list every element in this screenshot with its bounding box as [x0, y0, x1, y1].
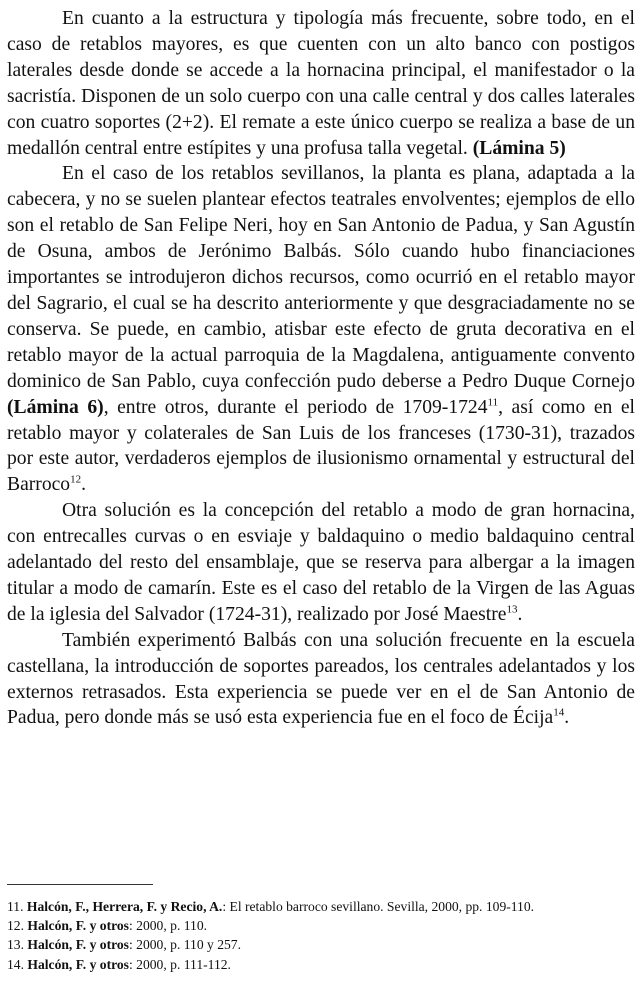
footnote-separator: [7, 884, 153, 885]
footnote-citation: : 2000, p. 110.: [128, 918, 208, 934]
text-run: , así como en el retablo mayor y colaterales de San Luis de los franceses (1730-31), trazados por este autor, verdaderos ejemplos de ilusionismo ornamental y estructural del Barroco: [7, 396, 635, 496]
footnote-number: 12.: [7, 918, 28, 934]
footnote-ref: 12: [70, 473, 82, 486]
footnote: [7, 916, 635, 935]
footnote: [7, 935, 635, 954]
footnotes: [7, 897, 635, 974]
footnote-number: 14.: [7, 956, 28, 972]
footnote-citation: : El retablo barroco sevillano. Sevilla, 2000, pp. 109-110.: [222, 899, 535, 914]
footnote-citation: : 2000, p. 111-112.: [128, 956, 231, 972]
body-text: [7, 6, 635, 731]
footnote-citation: : 2000, p. 110 y 257.: [128, 937, 242, 953]
footnote: [7, 955, 635, 974]
paragraph: [7, 6, 635, 161]
footnote: [7, 897, 635, 916]
paragraph: [7, 628, 635, 732]
text-run: .: [81, 474, 87, 496]
footnote-number: 13.: [7, 937, 28, 953]
text-run: Otra solución es la concepción del retablo a modo de gran hornacina, con entrecalles curvas o en esviaje y baldaquino o medio baldaquino central adelantado del resto del ensamblaje, que se reserva para albergar a la imagen titular a modo de camarín. Este es el caso del retablo de la Virgen de las Aguas de la iglesia del Salvador (1724-31), realizado por José Maestre: [7, 500, 635, 625]
plate-reference: (Lámina 5): [472, 137, 566, 159]
paragraph: [7, 498, 635, 628]
footnote-ref: 11: [487, 396, 499, 409]
text-run: En cuanto a la estructura y tipología más frecuente, sobre todo, en el caso de retablos mayores, es que cuenten con un alto banco con postigos laterales desde donde se accede a la hornacina principal, el manifestador o la sacristía. Disponen de un solo cuerpo con una calle central y dos calles laterales con cuatro soportes (2+2). El remate a este único cuerpo se realiza a base de un medallón central entre estípites y una profusa talla vegetal.: [7, 8, 635, 159]
text-run: .: [564, 707, 570, 729]
text-run: En el caso de los retablos sevillanos, la planta es plana, adaptada a la cabecera, y no se suelen plantear efectos teatrales envolventes; ejemplos de ello son el retablo de San Felipe Neri, hoy en San Antonio de Padua, y San Agustín de Osuna, ambos de Jerónimo Balbás. Sólo cuando hubo financiaciones importantes se introdujeron dichos recursos, como ocurrió en el retablo mayor del Sagrario, el cual se ha descrito anteriormente y que desgraciadamente no se conserva. Se puede, en cambio, atisbar este efecto de gruta decorativa en el retablo mayor de la actual parroquia de la Magdalena, antiguamente convento dominico de San Pablo, cuya confección pudo deberse a Pedro Duque Cornejo: [7, 163, 635, 392]
footnote-author: Halcón, F. y otros: [27, 937, 129, 953]
plate-reference: (Lámina 6): [7, 396, 104, 418]
footnote-author: Halcón, F. y otros: [27, 918, 129, 934]
text-run: También experimentó Balbás con una solución frecuente en la escuela castellana, la introducción de soportes pareados, los centrales adelantados y los externos retrasados. Esta experiencia se puede ver en el de San Antonio de Padua, pero donde más se usó esta experiencia fue en el foco de Écija: [7, 629, 635, 729]
text-run: , entre otros, durante el periodo de 1709-1724: [103, 396, 488, 418]
footnote-ref: 13: [506, 603, 518, 616]
footnote-number: 11.: [7, 899, 27, 914]
paragraph: [7, 161, 635, 498]
text-run: .: [517, 603, 523, 625]
footnote-ref: 14: [553, 706, 565, 719]
footnote-author: Halcón, F. y otros: [27, 956, 129, 972]
footnote-author: Halcón, F., Herrera, F. y Recio, A.: [26, 899, 223, 914]
